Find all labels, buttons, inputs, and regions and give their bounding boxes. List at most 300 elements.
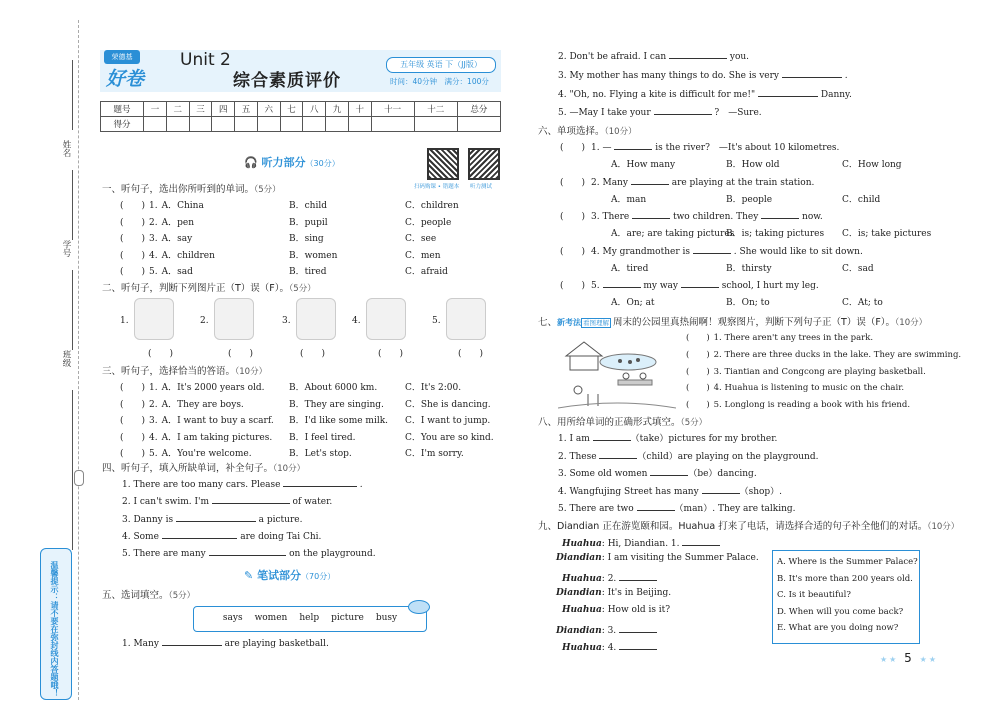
question-text-end: ? —Sure. <box>714 108 762 118</box>
option-item: D. When will you come back? <box>777 606 904 617</box>
answer-paren[interactable]: ( ) <box>378 349 404 359</box>
class-line <box>72 270 73 350</box>
picture-number: 5. <box>432 316 441 326</box>
question-row <box>122 529 321 542</box>
answer-paren[interactable]: ( ) <box>686 349 710 360</box>
picture-number: 3. <box>282 316 291 326</box>
ball-icon <box>574 386 582 394</box>
option-c: C．sad <box>842 263 874 274</box>
answer-paren[interactable]: ( ) <box>120 217 146 228</box>
option-a: A．are; are taking pictures <box>611 229 735 239</box>
statement-text: 1. There aren't any trees in the park. <box>713 333 874 343</box>
option-c: C．You are so kind. <box>405 432 494 443</box>
answer-paren[interactable]: ( ) <box>120 234 146 244</box>
answer-blank[interactable] <box>654 105 712 115</box>
option-c: C．She is dancing. <box>405 399 491 410</box>
answer-paren[interactable]: ( ) <box>120 383 146 393</box>
question-text-end: on the playground. <box>289 549 376 560</box>
question-row <box>120 264 193 277</box>
answer-blank[interactable] <box>619 623 657 633</box>
question-row <box>558 431 777 444</box>
option-c: C．child <box>842 194 881 205</box>
score-input[interactable] <box>166 117 189 132</box>
question-text: 4. Some <box>122 531 159 542</box>
brand-badge: 荣德基 <box>104 50 140 64</box>
option-b: B．women <box>289 250 338 261</box>
question-number: 3. <box>149 234 158 244</box>
answer-paren[interactable]: ( ) <box>686 383 710 394</box>
option-item: C. Is it beautiful? <box>777 590 851 600</box>
option-b: B．How old <box>726 160 780 170</box>
question-row <box>120 198 204 211</box>
score-cell: 二 <box>166 102 189 117</box>
answer-blank[interactable] <box>782 68 842 78</box>
score-table-score-row <box>101 117 501 132</box>
option-c: C．afraid <box>405 267 448 277</box>
question-row <box>558 105 762 118</box>
answer-paren[interactable]: ( ) <box>120 250 146 261</box>
option-c: C．How long <box>842 160 902 170</box>
question-text: two children. They <box>672 212 759 222</box>
option-a: A．China <box>161 201 204 211</box>
word-bank-word: women <box>254 613 288 623</box>
question-number: 2. <box>149 217 158 228</box>
question-text-end: are playing basketball. <box>224 639 329 649</box>
score-cell: 一 <box>144 102 167 117</box>
dialog-text: : 3. <box>601 625 617 636</box>
option-c: C．I want to jump. <box>405 416 491 426</box>
question-text: 4. My grandmother is <box>591 246 690 257</box>
option-c: C．people <box>405 217 452 228</box>
question-row <box>120 446 252 459</box>
answer-blank[interactable] <box>212 494 290 504</box>
question-text: my way <box>643 281 679 291</box>
planet-icon <box>408 600 430 614</box>
tip-box <box>40 548 72 700</box>
question-row <box>686 398 910 410</box>
answer-paren[interactable]: ( ) <box>560 246 586 257</box>
picture-illustration <box>296 298 336 340</box>
score-input[interactable] <box>280 117 303 132</box>
option-a: A．They are boys. <box>161 399 244 410</box>
answer-blank[interactable] <box>758 87 818 97</box>
listening-banner <box>244 154 340 170</box>
dialog-speaker: Diandian <box>556 625 602 636</box>
answer-blank[interactable] <box>637 501 675 511</box>
option-a: A．pen <box>161 217 195 228</box>
tip-text: 温馨提示：请不要在弥封线内答题哦！ <box>50 561 59 697</box>
score-input[interactable] <box>457 117 500 132</box>
answer-blank[interactable] <box>283 477 357 487</box>
question-text-end: （man）. They are talking. <box>674 504 796 514</box>
question-row <box>120 380 265 393</box>
option-a: A．man <box>611 194 647 205</box>
question-row <box>122 636 329 649</box>
dialog-line <box>556 623 657 636</box>
dialog-text: : I am visiting the Summer Palace. <box>601 553 759 564</box>
word-bank-word: says <box>222 613 243 623</box>
question-row <box>560 140 839 153</box>
section-9-title: 九、Diandian 正在游览颐和园。Huahua 打来了电话，请选择合适的句子补全他们的对话。（10分） <box>538 521 960 532</box>
statement-text: 3. Tiantian and Congcong are playing basketball. <box>713 366 926 377</box>
question-text-end: you. <box>729 52 750 62</box>
question-text-end: Danny. <box>820 90 852 100</box>
score-cell: 十二 <box>414 102 457 117</box>
option-b: B．is; taking pictures <box>726 229 825 239</box>
question-text: . She would like to sit down. <box>733 246 863 257</box>
question-text-end: of water. <box>292 497 333 508</box>
option-b: B．They are singing. <box>289 399 384 410</box>
dialog-text: : How old is it? <box>601 605 671 616</box>
question-number: 3. <box>149 416 158 426</box>
score-cell: 四 <box>212 102 235 117</box>
dialog-line <box>562 536 720 549</box>
word-bank-word: picture <box>331 613 364 623</box>
answer-paren[interactable]: ( ) <box>560 212 586 222</box>
option-b: B．pupil <box>289 217 328 228</box>
picture-number: 1. <box>120 316 129 326</box>
picture-illustration <box>214 298 254 340</box>
word-bank-word: help <box>299 613 320 623</box>
class-label: 班级 <box>61 350 71 367</box>
question-text: 4. "Oh, no. Flying a kite is difficult for me!" <box>558 90 756 100</box>
writing-banner <box>244 567 335 583</box>
question-text: 3. There <box>591 212 630 222</box>
brand-logo: 好卷 <box>106 68 145 90</box>
answer-blank[interactable] <box>631 175 669 185</box>
question-row <box>120 430 272 443</box>
section-1-title: 一、听句子，选出你所听到的单词。（5分） <box>102 184 281 195</box>
question-row <box>558 501 796 514</box>
pencil-icon: ✎ <box>244 569 254 582</box>
answer-blank[interactable] <box>603 278 641 288</box>
question-text-end: . <box>359 480 363 490</box>
option-a: A．say <box>161 234 193 244</box>
question-text: 2. These <box>558 451 597 462</box>
star-icon: ★★ <box>919 655 938 664</box>
dialog-text: : 2. <box>601 573 617 584</box>
question-row <box>560 209 823 222</box>
option-a: A．I want to buy a scarf. <box>161 416 274 426</box>
question-number: 4. <box>149 432 158 443</box>
score-cell: 九 <box>326 102 349 117</box>
question-row <box>558 87 852 100</box>
option-item: A. Where is the Summer Palace? <box>777 557 918 567</box>
statement-text: 2. There are three ducks in the lake. They are swimming. <box>713 349 962 360</box>
dialog-line <box>562 640 657 653</box>
answer-paren[interactable]: ( ) <box>686 333 710 343</box>
listening-banner-title: 听力部分 <box>261 156 306 169</box>
question-number: 5. <box>149 267 158 277</box>
option-b: B．About 6000 km. <box>289 383 378 393</box>
answer-blank[interactable] <box>682 536 720 546</box>
question-row <box>122 477 363 490</box>
answer-blank[interactable] <box>669 49 727 59</box>
option-a: A．I am taking pictures. <box>161 432 273 443</box>
dialog-line <box>556 588 671 598</box>
question-text: 4. Wangfujing Street has many <box>558 486 699 497</box>
section-4-title: 四、听句子，填入所缺单词，补全句子。（10分） <box>102 463 306 474</box>
id-label: 学号 <box>61 240 71 257</box>
question-text-end: （take）pictures for my brother. <box>630 434 778 444</box>
dialog-speaker: Huahua <box>562 539 602 549</box>
question-text: 1. — <box>591 143 612 153</box>
answer-blank[interactable] <box>599 449 637 459</box>
dialog-text: : 4. <box>601 642 617 653</box>
qr1-caption: 扫码购课 • 错题本 <box>414 184 460 190</box>
listening-banner-score: （30分） <box>305 159 340 168</box>
question-row <box>560 278 819 291</box>
answer-blank[interactable] <box>681 278 719 288</box>
score-cell: 五 <box>235 102 258 117</box>
option-b: B．child <box>289 201 327 211</box>
school-line <box>72 390 73 550</box>
question-text: 1. Many <box>122 639 159 649</box>
section-6-title: 六、单项选择。（10分） <box>538 126 637 137</box>
question-row <box>122 494 332 507</box>
options-box <box>772 550 920 644</box>
dialog-line <box>556 553 759 563</box>
writing-banner-title: 笔试部分 <box>257 569 302 582</box>
section-2-title: 二、听句子，判断下列图片正（T）误（F）。（5分） <box>102 283 316 294</box>
answer-paren[interactable]: ( ) <box>686 400 710 411</box>
answer-paren[interactable]: ( ) <box>120 267 146 277</box>
option-b: B．I feel tired. <box>289 432 356 443</box>
score-input[interactable] <box>414 117 457 132</box>
answer-blank[interactable] <box>162 529 238 539</box>
question-row <box>120 231 192 244</box>
answer-paren[interactable]: ( ) <box>120 416 146 426</box>
option-b: B．Let's stop. <box>289 449 352 459</box>
dialog-text: : Hi, Diandian. 1. <box>601 539 680 549</box>
score-input[interactable] <box>144 117 167 132</box>
dialog-speaker: Huahua <box>562 573 602 584</box>
option-b: B．On; to <box>726 298 770 308</box>
answer-paren[interactable]: ( ) <box>458 349 484 359</box>
grade-info: 五年级 英语 下（JJ版） <box>386 57 496 73</box>
option-a: A．tired <box>611 263 649 274</box>
option-c: C．At; to <box>842 298 883 308</box>
answer-paren[interactable]: ( ) <box>560 143 586 153</box>
answer-paren[interactable]: ( ) <box>148 349 174 359</box>
question-row <box>686 331 873 343</box>
score-input[interactable] <box>189 117 212 132</box>
score-cell: 七 <box>280 102 303 117</box>
question-row <box>120 397 244 410</box>
option-b: B．tired <box>289 267 327 277</box>
option-c: C．It's 2:00. <box>405 383 462 393</box>
option-item: E. What are you doing now? <box>777 623 899 633</box>
statement-text: 4. Huahua is listening to music on the chair. <box>713 383 905 394</box>
section-5-title: 五、选词填空。（5分） <box>102 590 196 601</box>
question-type-tag: 看图理解 <box>583 319 610 327</box>
answer-paren[interactable]: ( ) <box>300 349 326 359</box>
question-text: 1. I am <box>558 434 590 444</box>
option-a: A．On; at <box>611 298 655 308</box>
section-8-title: 八、用所给单词的正确形式填空。（5分） <box>538 417 708 428</box>
option-a: A．How many <box>611 160 676 170</box>
picture-illustration <box>446 298 486 340</box>
answer-blank[interactable] <box>632 209 670 219</box>
question-text-end: are doing Tai Chi. <box>240 531 322 542</box>
new-question-tag: 新考法 <box>557 318 582 327</box>
unit-label: Unit 2 <box>180 50 231 70</box>
score-cell: 总分 <box>457 102 500 117</box>
time-info: 时间：40分钟 满分：100分 <box>390 77 489 86</box>
question-text-end: （child）are playing on the playground. <box>637 451 819 462</box>
question-text: 3. Danny is <box>122 514 174 525</box>
dialog-text: : It's in Beijing. <box>601 587 672 598</box>
answer-paren[interactable]: ( ) <box>120 432 146 443</box>
question-row <box>558 68 848 81</box>
score-table <box>100 101 501 132</box>
picture-number: 4. <box>352 316 361 326</box>
option-a: A．It's 2000 years old. <box>161 383 265 393</box>
page-number-area <box>880 651 938 665</box>
answer-blank[interactable] <box>702 484 740 494</box>
answer-blank[interactable] <box>761 209 799 219</box>
question-row <box>120 248 215 261</box>
picture-number: 2. <box>200 316 209 326</box>
qr-code-icon[interactable] <box>427 148 459 180</box>
question-text: are playing at the train station. <box>671 177 815 188</box>
option-a: A．children <box>161 250 215 261</box>
answer-blank[interactable] <box>619 640 657 650</box>
question-text-end: （be）dancing. <box>688 469 757 479</box>
option-c: C．men <box>405 250 441 261</box>
binding-line <box>78 20 79 700</box>
question-text: 5. —May I take your <box>558 108 651 118</box>
answer-paren[interactable]: ( ) <box>120 449 146 459</box>
answer-paren[interactable]: ( ) <box>686 366 710 377</box>
word-bank-words <box>194 613 426 623</box>
question-row <box>560 244 863 257</box>
dialog-line <box>562 571 657 584</box>
score-cell: 三 <box>189 102 212 117</box>
picture-illustration <box>366 298 406 340</box>
question-number: 4. <box>149 250 158 261</box>
score-table-header-row <box>101 102 501 117</box>
question-row <box>686 348 961 360</box>
option-b: B．sing <box>289 234 324 244</box>
score-input[interactable] <box>212 117 235 132</box>
answer-blank[interactable] <box>693 244 731 254</box>
question-row <box>558 449 818 462</box>
dialog-speaker: Huahua <box>562 642 602 653</box>
question-number: 2. <box>149 399 158 410</box>
score-row-label: 得分 <box>101 117 144 132</box>
option-b: B．I'd like some milk. <box>289 416 389 426</box>
score-input[interactable] <box>235 117 258 132</box>
question-row <box>120 215 194 228</box>
answer-paren[interactable]: ( ) <box>120 201 146 211</box>
option-a: A．You're welcome. <box>161 449 252 459</box>
answer-paren[interactable]: ( ) <box>228 349 254 359</box>
answer-blank[interactable] <box>162 636 222 646</box>
dialog-speaker: Diandian <box>556 553 602 564</box>
section-3-title: 三、听句子，选择恰当的答语。（10分） <box>102 366 268 377</box>
name-line <box>72 60 73 130</box>
qr2-caption: 听力测试 <box>470 184 493 190</box>
option-c: C．is; take pictures <box>842 229 932 239</box>
question-row <box>686 365 926 377</box>
option-c: C．see <box>405 234 437 244</box>
page-number: 5 <box>904 651 914 665</box>
answer-blank[interactable] <box>650 466 688 476</box>
question-number: 1. <box>149 383 158 393</box>
score-input[interactable] <box>348 117 371 132</box>
score-input[interactable] <box>371 117 414 132</box>
score-input[interactable] <box>326 117 349 132</box>
answer-blank[interactable] <box>176 512 256 522</box>
answer-paren[interactable]: ( ) <box>560 281 586 291</box>
statement-text: 5. Longlong is reading a book with his friend. <box>713 400 911 411</box>
star-icon: ★★ <box>880 655 899 664</box>
option-c: C．children <box>405 201 459 211</box>
id-line <box>72 170 73 240</box>
question-row <box>122 512 302 525</box>
answer-blank[interactable] <box>619 571 657 581</box>
answer-paren[interactable]: ( ) <box>560 177 586 188</box>
question-text-end: a picture. <box>258 514 303 525</box>
question-text: now. <box>802 212 823 222</box>
question-text: 5. There are many <box>122 549 206 560</box>
question-text: 2. I can't swim. I'm <box>122 497 210 508</box>
page-title: 综合素质评价 <box>233 71 341 91</box>
score-cell: 八 <box>303 102 326 117</box>
headphone-icon: 🎧 <box>244 156 258 169</box>
score-cell: 十 <box>348 102 371 117</box>
option-b: B．people <box>726 194 773 205</box>
question-text: 2. Don't be afraid. I can <box>558 52 667 62</box>
answer-blank[interactable] <box>614 140 652 150</box>
question-text: 5. <box>591 281 600 291</box>
score-cell: 十一 <box>371 102 414 117</box>
question-row <box>120 413 274 426</box>
option-b: B．thirsty <box>726 263 772 274</box>
score-input[interactable] <box>257 117 280 132</box>
question-row <box>686 381 904 393</box>
score-cell: 六 <box>257 102 280 117</box>
answer-paren[interactable]: ( ) <box>120 399 146 410</box>
dialog-speaker: Diandian <box>556 587 602 598</box>
answer-blank[interactable] <box>593 431 631 441</box>
dialog-speaker: Huahua <box>562 605 602 616</box>
writing-banner-score: （70分） <box>301 572 336 581</box>
question-row <box>558 49 749 62</box>
question-text: 3. Some old women <box>558 469 648 479</box>
pavilion-icon <box>566 342 602 356</box>
word-bank <box>193 606 427 632</box>
qr-code-icon[interactable] <box>468 148 500 180</box>
question-row <box>122 546 376 559</box>
word-bank-word: busy <box>375 613 398 623</box>
section-7-title: 七、新考法 看图理解 周末的公园里真热闹啊！观察图片，判断下列句子正（T）误（F）。（10分） <box>538 317 928 328</box>
question-text: 5. There are two <box>558 504 634 514</box>
park-illustration <box>558 332 676 410</box>
score-cell: 题号 <box>101 102 144 117</box>
dialog-line <box>562 605 670 615</box>
question-row <box>560 175 814 188</box>
answer-blank[interactable] <box>209 546 287 556</box>
question-text-end: . <box>844 71 848 81</box>
question-text: 2. Many <box>591 177 628 188</box>
question-number: 5. <box>149 449 158 459</box>
option-item: B. It's more than 200 years old. <box>777 573 913 584</box>
question-text-end: （shop）. <box>739 486 783 497</box>
question-text: 1. There are too many cars. Please <box>122 480 281 490</box>
score-input[interactable] <box>303 117 326 132</box>
